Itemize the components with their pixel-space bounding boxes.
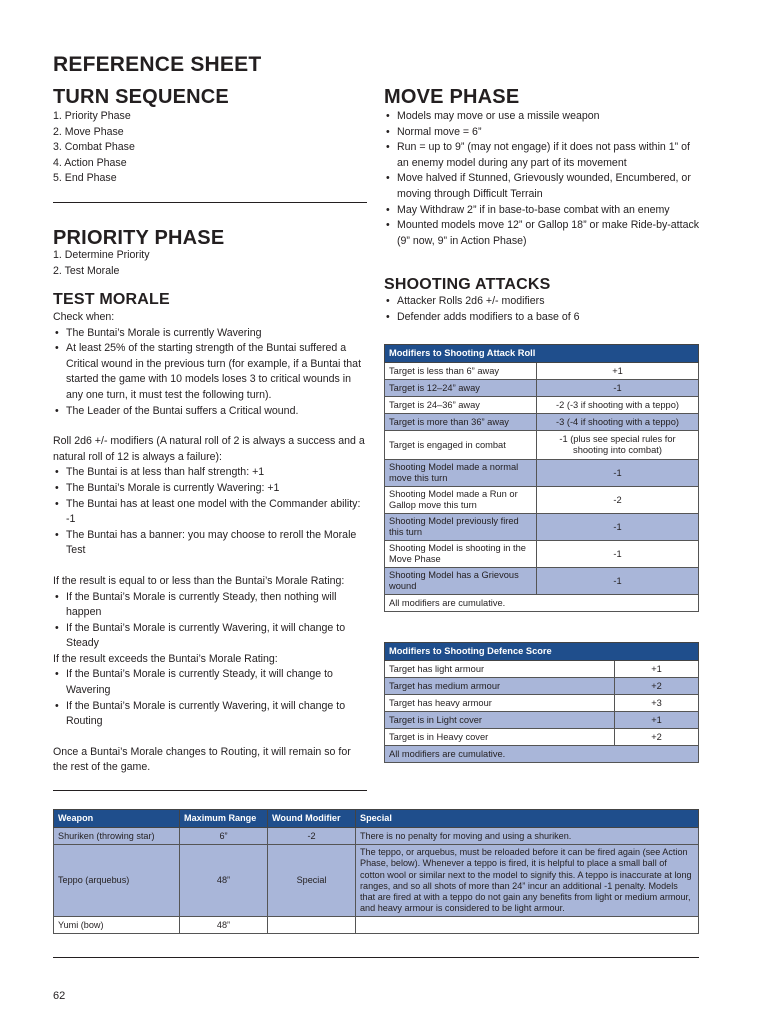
table-cell: The teppo, or arquebus, must be reloaded before it can be fired again (see Action Phase, below). Whenever a teppo is fired, it is helpful to place a small ball of cotton wool or similar next to the model to signify this. A teppo is inaccurate at long ranges, and so all shots of more than 24” incur an additional -1 penalty. Models that are fired at with a teppo do not gain any benefits from light or medium armour, and heavy armour is considered to be light armour.	[356, 845, 699, 917]
list-item: 1. Priority Phase	[53, 110, 131, 122]
check-when-list	[53, 326, 365, 420]
list-item: • The Buntai is at less than half strength: +1	[53, 465, 365, 481]
table-cell: 6”	[180, 828, 268, 845]
turn-sequence-list	[53, 109, 363, 187]
table-row	[385, 695, 699, 712]
exceed-result-list	[53, 667, 365, 729]
table-cell: +1	[537, 363, 699, 380]
page-number: 62	[53, 990, 66, 1002]
list-item: • Run = up to 9” (may not engage) if it does not pass within 1” of an enemy model during any part of its movement	[384, 140, 700, 171]
table-row	[54, 828, 699, 845]
table-cell: -1	[537, 514, 699, 541]
list-item: • If the Buntai’s Morale is currently Steady, then nothing will happen	[53, 590, 365, 621]
list-item: • The Leader of the Buntai suffers a Critical wound.	[53, 404, 365, 420]
table-row	[385, 661, 699, 678]
list-item: • The Buntai’s Morale is currently Wavering	[53, 326, 365, 342]
list-item: • Move halved if Stunned, Grievously wounded, Encumbered, or moving through Difficult Terrain	[384, 171, 700, 202]
table-cell: -1 (plus see special rules for shooting into combat)	[537, 431, 699, 460]
section-divider	[53, 202, 367, 203]
table-cell: Shooting Model previously fired this turn	[385, 514, 537, 541]
table-cell: -3 (-4 if shooting with a teppo)	[537, 414, 699, 431]
table-cell: +1	[615, 661, 699, 678]
list-item: • The Buntai’s Morale is currently Wavering: +1	[53, 481, 365, 497]
table-cell: Shooting Model is shooting in the Move Phase	[385, 541, 537, 568]
table-cell: Shooting Model has a Grievous wound	[385, 568, 537, 595]
list-item: • At least 25% of the starting strength of the Buntai suffered a Critical wound in the previous turn (for example, if a Buntai that started the game with 10 models loses 3 to critical wounds in any one turn, it must test the following turn).	[53, 341, 365, 403]
table-cell	[356, 917, 699, 934]
page-title: REFERENCE SHEET	[53, 53, 262, 76]
column-header: Wound Modifier	[268, 810, 356, 828]
check-when-text: Check when:	[53, 311, 115, 323]
table-header-row	[54, 810, 699, 828]
table-cell: Target is in Light cover	[385, 712, 615, 729]
table-row	[385, 729, 699, 746]
table-cell: Target is 24–36” away	[385, 397, 537, 414]
table-cell: There is no penalty for moving and using a shuriken.	[356, 828, 699, 845]
table-cell: +1	[615, 712, 699, 729]
table-cell: +3	[615, 695, 699, 712]
shooting-attack-modifiers-table	[384, 344, 699, 612]
list-item: • The Buntai has at least one model with the Commander ability: -1	[53, 497, 365, 528]
table-cell: Target has light armour	[385, 661, 615, 678]
list-item: • If the Buntai’s Morale is currently Wavering, it will change to Steady	[53, 621, 365, 652]
table-row	[385, 397, 699, 414]
list-item: 4. Action Phase	[53, 156, 127, 169]
table-cell: Target has medium armour	[385, 678, 615, 695]
list-item: 2. Move Phase	[53, 125, 124, 138]
list-item: • Normal move = 6”	[384, 125, 700, 141]
list-item: • May Withdraw 2” if in base-to-base combat with an enemy	[384, 203, 700, 219]
table-row	[385, 363, 699, 380]
table-cell: Yumi (bow)	[54, 917, 180, 934]
table-row	[385, 460, 699, 487]
table-row	[385, 678, 699, 695]
table-cell: Shuriken (throwing star)	[54, 828, 180, 845]
shooting-defence-modifiers-table	[384, 642, 699, 763]
table-row	[54, 845, 699, 917]
section-divider	[53, 790, 367, 791]
table-cell: -2 (-3 if shooting with a teppo)	[537, 397, 699, 414]
list-item: • Attacker Rolls 2d6 +/- modifiers	[384, 294, 700, 310]
footer-divider	[53, 957, 699, 958]
table-cell: Target is engaged in combat	[385, 431, 537, 460]
table-header: Modifiers to Shooting Defence Score	[385, 643, 699, 661]
table-cell: Teppo (arquebus)	[54, 845, 180, 917]
table-header: Modifiers to Shooting Attack Roll	[385, 345, 699, 363]
table-cell: Shooting Model made a normal move this turn	[385, 460, 537, 487]
roll-text: Roll 2d6 +/- modifiers (A natural roll of 2 is always a success and a natural roll of 12 is always a failure):	[53, 435, 365, 463]
list-item: 2. Test Morale	[53, 264, 120, 277]
table-cell	[268, 917, 356, 934]
test-morale-heading: TEST MORALE	[53, 291, 170, 308]
move-phase-heading: MOVE PHASE	[384, 86, 520, 108]
turn-sequence-heading: TURN SEQUENCE	[53, 86, 229, 108]
table-cell: Target has heavy armour	[385, 695, 615, 712]
table-row	[385, 568, 699, 595]
table-cell: +2	[615, 678, 699, 695]
table-cell: -1	[537, 460, 699, 487]
table-footer-row	[385, 746, 699, 763]
equal-result-list	[53, 590, 365, 652]
roll-modifier-list	[53, 465, 365, 559]
table-cell: Target is 12–24” away	[385, 380, 537, 397]
list-item: • Mounted models move 12” or Gallop 18” or make Ride-by-attack (9” now, 9” in Action Phase)	[384, 218, 700, 249]
equal-result-text: If the result is equal to or less than the Buntai’s Morale Rating:	[53, 574, 345, 587]
table-cell: -1	[537, 541, 699, 568]
table-cell: 48”	[180, 845, 268, 917]
list-item: • Defender adds modifiers to a base of 6	[384, 310, 700, 326]
table-row	[385, 712, 699, 729]
table-row	[385, 541, 699, 568]
table-cell: -2	[537, 487, 699, 514]
move-phase-list	[384, 109, 700, 249]
table-footer-row	[385, 595, 699, 612]
exceed-result-text: If the result exceeds the Buntai’s Morale Rating:	[53, 652, 278, 665]
table-cell: Target is in Heavy cover	[385, 729, 615, 746]
table-cell: 48”	[180, 917, 268, 934]
priority-phase-list	[53, 248, 363, 279]
table-cell: Target is less than 6” away	[385, 363, 537, 380]
table-cell: Shooting Model made a Run or Gallop move this turn	[385, 487, 537, 514]
routing-note: Once a Buntai’s Morale changes to Routing, it will remain so for the rest of the game.	[53, 745, 351, 774]
table-cell: Target is more than 36” away	[385, 414, 537, 431]
column-header: Maximum Range	[180, 810, 268, 828]
column-header: Special	[356, 810, 699, 828]
list-item: • The Buntai has a banner: you may choose to reroll the Morale Test	[53, 528, 365, 559]
table-cell: -1	[537, 568, 699, 595]
list-item: 3. Combat Phase	[53, 141, 135, 154]
table-row	[385, 414, 699, 431]
shooting-attacks-heading: SHOOTING ATTACKS	[384, 276, 551, 293]
weapons-table	[53, 809, 699, 934]
list-item: • If the Buntai’s Morale is currently Wavering, it will change to Routing	[53, 699, 365, 730]
table-row	[54, 917, 699, 934]
table-row	[385, 514, 699, 541]
priority-phase-heading: PRIORITY PHASE	[53, 227, 225, 249]
table-footer: All modifiers are cumulative.	[385, 595, 699, 612]
list-item: • Models may move or use a missile weapon	[384, 109, 700, 125]
column-header: Weapon	[54, 810, 180, 828]
table-cell: -1	[537, 380, 699, 397]
table-cell: +2	[615, 729, 699, 746]
test-morale-body	[53, 310, 365, 776]
table-row	[385, 380, 699, 397]
table-cell: Special	[268, 845, 356, 917]
table-footer: All modifiers are cumulative.	[385, 746, 699, 763]
list-item: 1. Determine Priority	[53, 249, 150, 261]
shooting-attacks-list	[384, 294, 700, 325]
table-row	[385, 431, 699, 460]
table-cell: -2	[268, 828, 356, 845]
table-row	[385, 487, 699, 514]
list-item: • If the Buntai’s Morale is currently Steady, it will change to Wavering	[53, 667, 365, 698]
list-item: 5. End Phase	[53, 172, 117, 185]
